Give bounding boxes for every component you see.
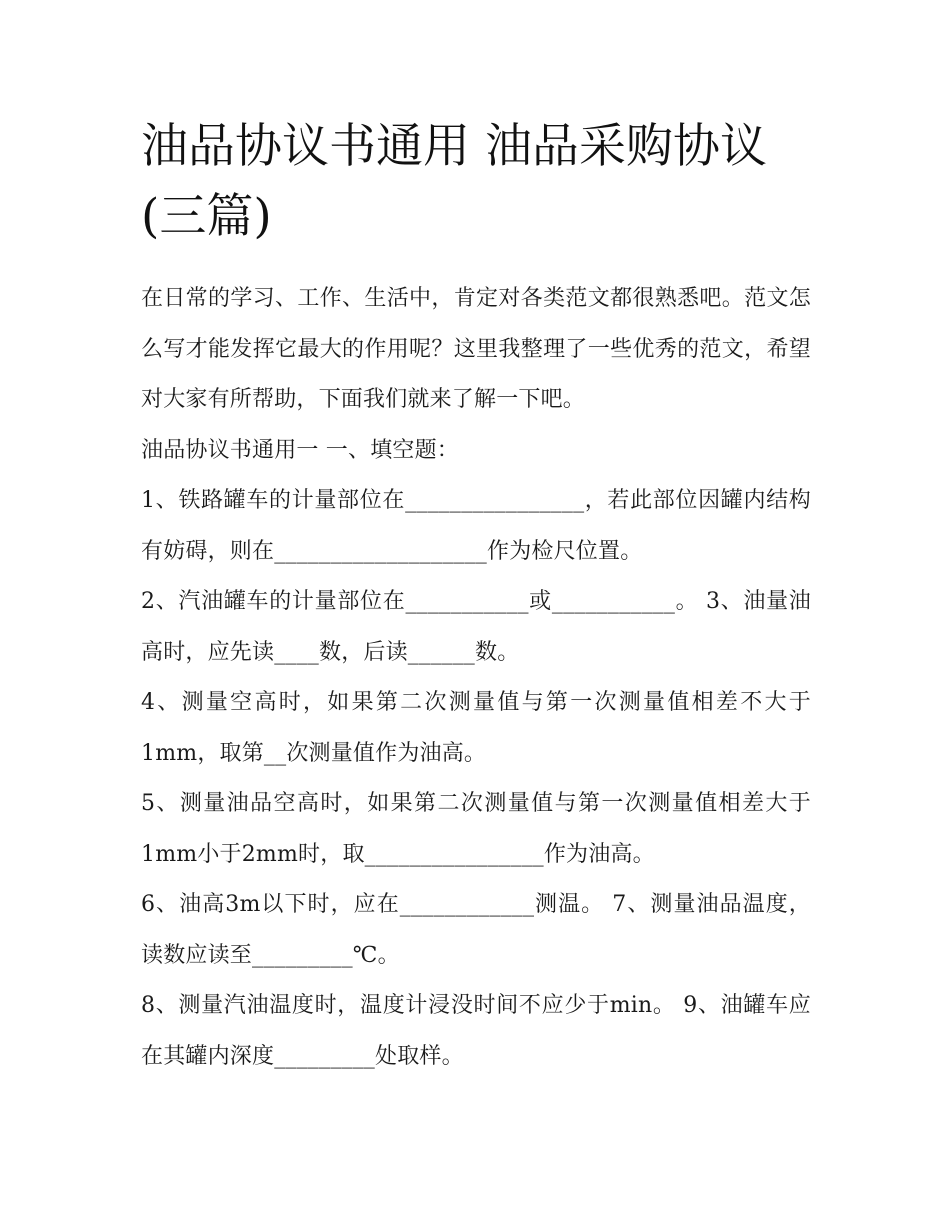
question-2-3: 2、汽油罐车的计量部位在___________或___________。 3、油量油高时，应先读____数，后读______数。 (141, 589, 811, 665)
question-5: 5、测量油品空高时，如果第二次测量值与第一次测量值相差大于1mm小于2mm时，取________________作为油高。 (141, 791, 811, 867)
document-body (141, 274, 811, 1082)
question-1: 1、铁路罐车的计量部位在________________，若此部位因罐内结构有妨碍，则在___________________作为检尺位置。 (141, 488, 811, 564)
document-page (141, 112, 811, 1082)
section-heading: 油品协议书通用一 一、填空题： (141, 437, 459, 463)
question-4: 4、测量空高时，如果第二次测量值与第一次测量值相差不大于1mm，取第__次测量值作为油高。 (141, 690, 811, 766)
question-6-7: 6、油高3m以下时，应在____________测温。 7、测量油品温度，读数应读至_________℃。 (141, 892, 811, 968)
document-title: 油品协议书通用 油品采购协议(三篇) (141, 119, 767, 244)
question-8-9: 8、测量汽油温度时，温度计浸没时间不应少于min。 9、油罐车应在其罐内深度_________处取样。 (141, 993, 811, 1069)
intro-paragraph: 在日常的学习、工作、生活中，肯定对各类范文都很熟悉吧。范文怎么写才能发挥它最大的作用呢？这里我整理了一些优秀的范文，希望对大家有所帮助，下面我们就来了解一下吧。 (141, 286, 811, 412)
